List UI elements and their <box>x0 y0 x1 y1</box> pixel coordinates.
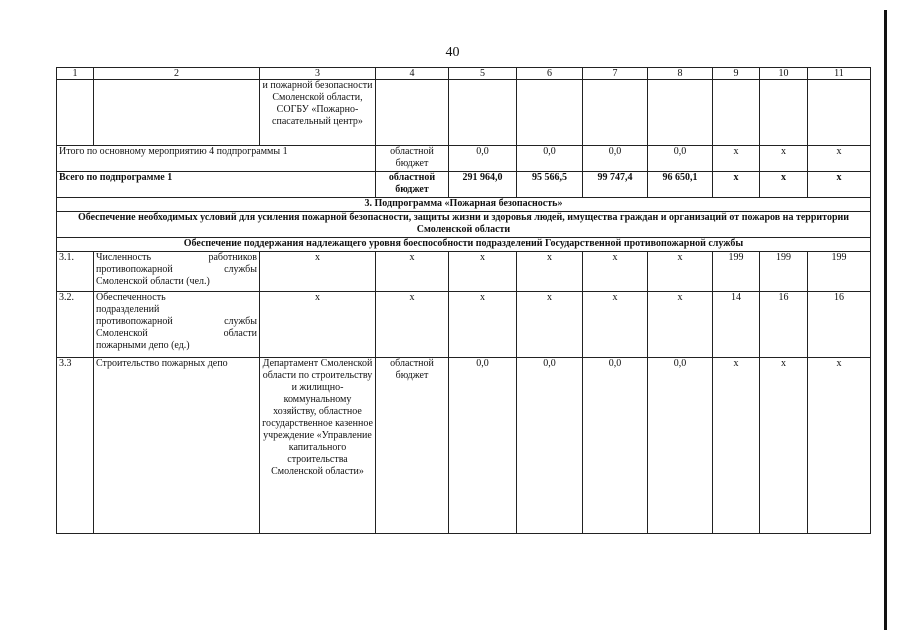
value-cell: 95 566,5 <box>517 172 583 198</box>
value-cell: 96 650,1 <box>648 172 713 198</box>
value-cell: х <box>648 252 713 292</box>
total-label: Всего по подпрограмме 1 <box>57 172 376 198</box>
section-title: 3. Подпрограмма «Пожарная безопасность» <box>57 198 871 212</box>
value-cell: 199 <box>808 252 871 292</box>
value-cell: х <box>517 292 583 358</box>
table-row-3-1 <box>57 252 871 292</box>
value-cell: х <box>260 252 376 292</box>
table-row-3-2 <box>57 292 871 358</box>
total-label: Итого по основному мероприятию 4 подпрограммы 1 <box>57 146 376 172</box>
col-header-6: 6 <box>517 68 583 80</box>
table-row-continued <box>57 80 871 146</box>
value-cell: х <box>808 358 871 534</box>
funding-source: областной бюджет <box>376 146 449 172</box>
col-header-8: 8 <box>648 68 713 80</box>
funding-source: областной бюджет <box>376 172 449 198</box>
value-cell: х <box>713 146 760 172</box>
value-cell: 0,0 <box>517 358 583 534</box>
value-cell: 16 <box>760 292 808 358</box>
executor-cell: и пожарной безопасности Смоленской области, СОГБУ «Пожарно-спасательный центр» <box>260 80 376 146</box>
value-cell: х <box>713 172 760 198</box>
value-cell: 199 <box>760 252 808 292</box>
value-cell: х <box>583 292 648 358</box>
task-text: Обеспечение поддержания надлежащего уровня боеспособности подразделений Государственной противопожарной службы <box>57 238 871 252</box>
value-cell: 0,0 <box>648 358 713 534</box>
value-cell: х <box>449 292 517 358</box>
value-cell: 0,0 <box>449 358 517 534</box>
task-row <box>57 238 871 252</box>
value-cell: 0,0 <box>449 146 517 172</box>
program-table <box>56 67 871 534</box>
col-header-5: 5 <box>449 68 517 80</box>
indicator-name: Обеспеченность подразделений противопожарной службы Смоленской области пожарными депо (ед.) <box>94 292 260 358</box>
value-cell: 0,0 <box>583 358 648 534</box>
value-cell: 99 747,4 <box>583 172 648 198</box>
col-header-1: 1 <box>57 68 94 80</box>
value-cell: х <box>583 252 648 292</box>
value-cell: 0,0 <box>648 146 713 172</box>
table-row-3-3 <box>57 358 871 534</box>
value-cell: х <box>760 172 808 198</box>
value-cell: х <box>760 358 808 534</box>
value-cell: х <box>808 172 871 198</box>
goal-row <box>57 212 871 238</box>
col-header-3: 3 <box>260 68 376 80</box>
col-header-2: 2 <box>94 68 260 80</box>
value-cell: х <box>760 146 808 172</box>
value-cell: 0,0 <box>583 146 648 172</box>
value-cell: 0,0 <box>517 146 583 172</box>
goal-text: Обеспечение необходимых условий для усиления пожарной безопасности, защиты жизни и здоровья людей, имущества граждан и организаций от пожаров на территории Смоленской области <box>57 212 871 238</box>
value-cell: х <box>808 146 871 172</box>
indicator-name: Строительство пожарных депо <box>94 358 260 534</box>
value-cell: х <box>517 252 583 292</box>
row-number: 3.1. <box>57 252 94 292</box>
executor-cell: Департамент Смоленской области по строительству и жилищно-коммунальному хозяйству, областное государственное казенное учреждение «Управление капитального строительства Смоленской области» <box>260 358 376 534</box>
value-cell: х <box>449 252 517 292</box>
funding-source: областной бюджет <box>376 358 449 534</box>
row-number: 3.2. <box>57 292 94 358</box>
column-number-row <box>57 68 871 80</box>
value-cell: х <box>376 292 449 358</box>
col-header-9: 9 <box>713 68 760 80</box>
col-header-11: 11 <box>808 68 871 80</box>
table-row-vsego <box>57 172 871 198</box>
value-cell: 14 <box>713 292 760 358</box>
page-number: 40 <box>445 45 460 60</box>
value-cell: 291 964,0 <box>449 172 517 198</box>
scan-edge-bar <box>884 10 887 630</box>
row-number: 3.3 <box>57 358 94 534</box>
value-cell: 16 <box>808 292 871 358</box>
table-row-itogo <box>57 146 871 172</box>
value-cell: х <box>713 358 760 534</box>
value-cell: х <box>376 252 449 292</box>
value-cell: х <box>260 292 376 358</box>
col-header-4: 4 <box>376 68 449 80</box>
col-header-7: 7 <box>583 68 648 80</box>
section-title-row <box>57 198 871 212</box>
value-cell: х <box>648 292 713 358</box>
col-header-10: 10 <box>760 68 808 80</box>
indicator-name: Численность работников противопожарной службы Смоленской области (чел.) <box>94 252 260 292</box>
value-cell: 199 <box>713 252 760 292</box>
